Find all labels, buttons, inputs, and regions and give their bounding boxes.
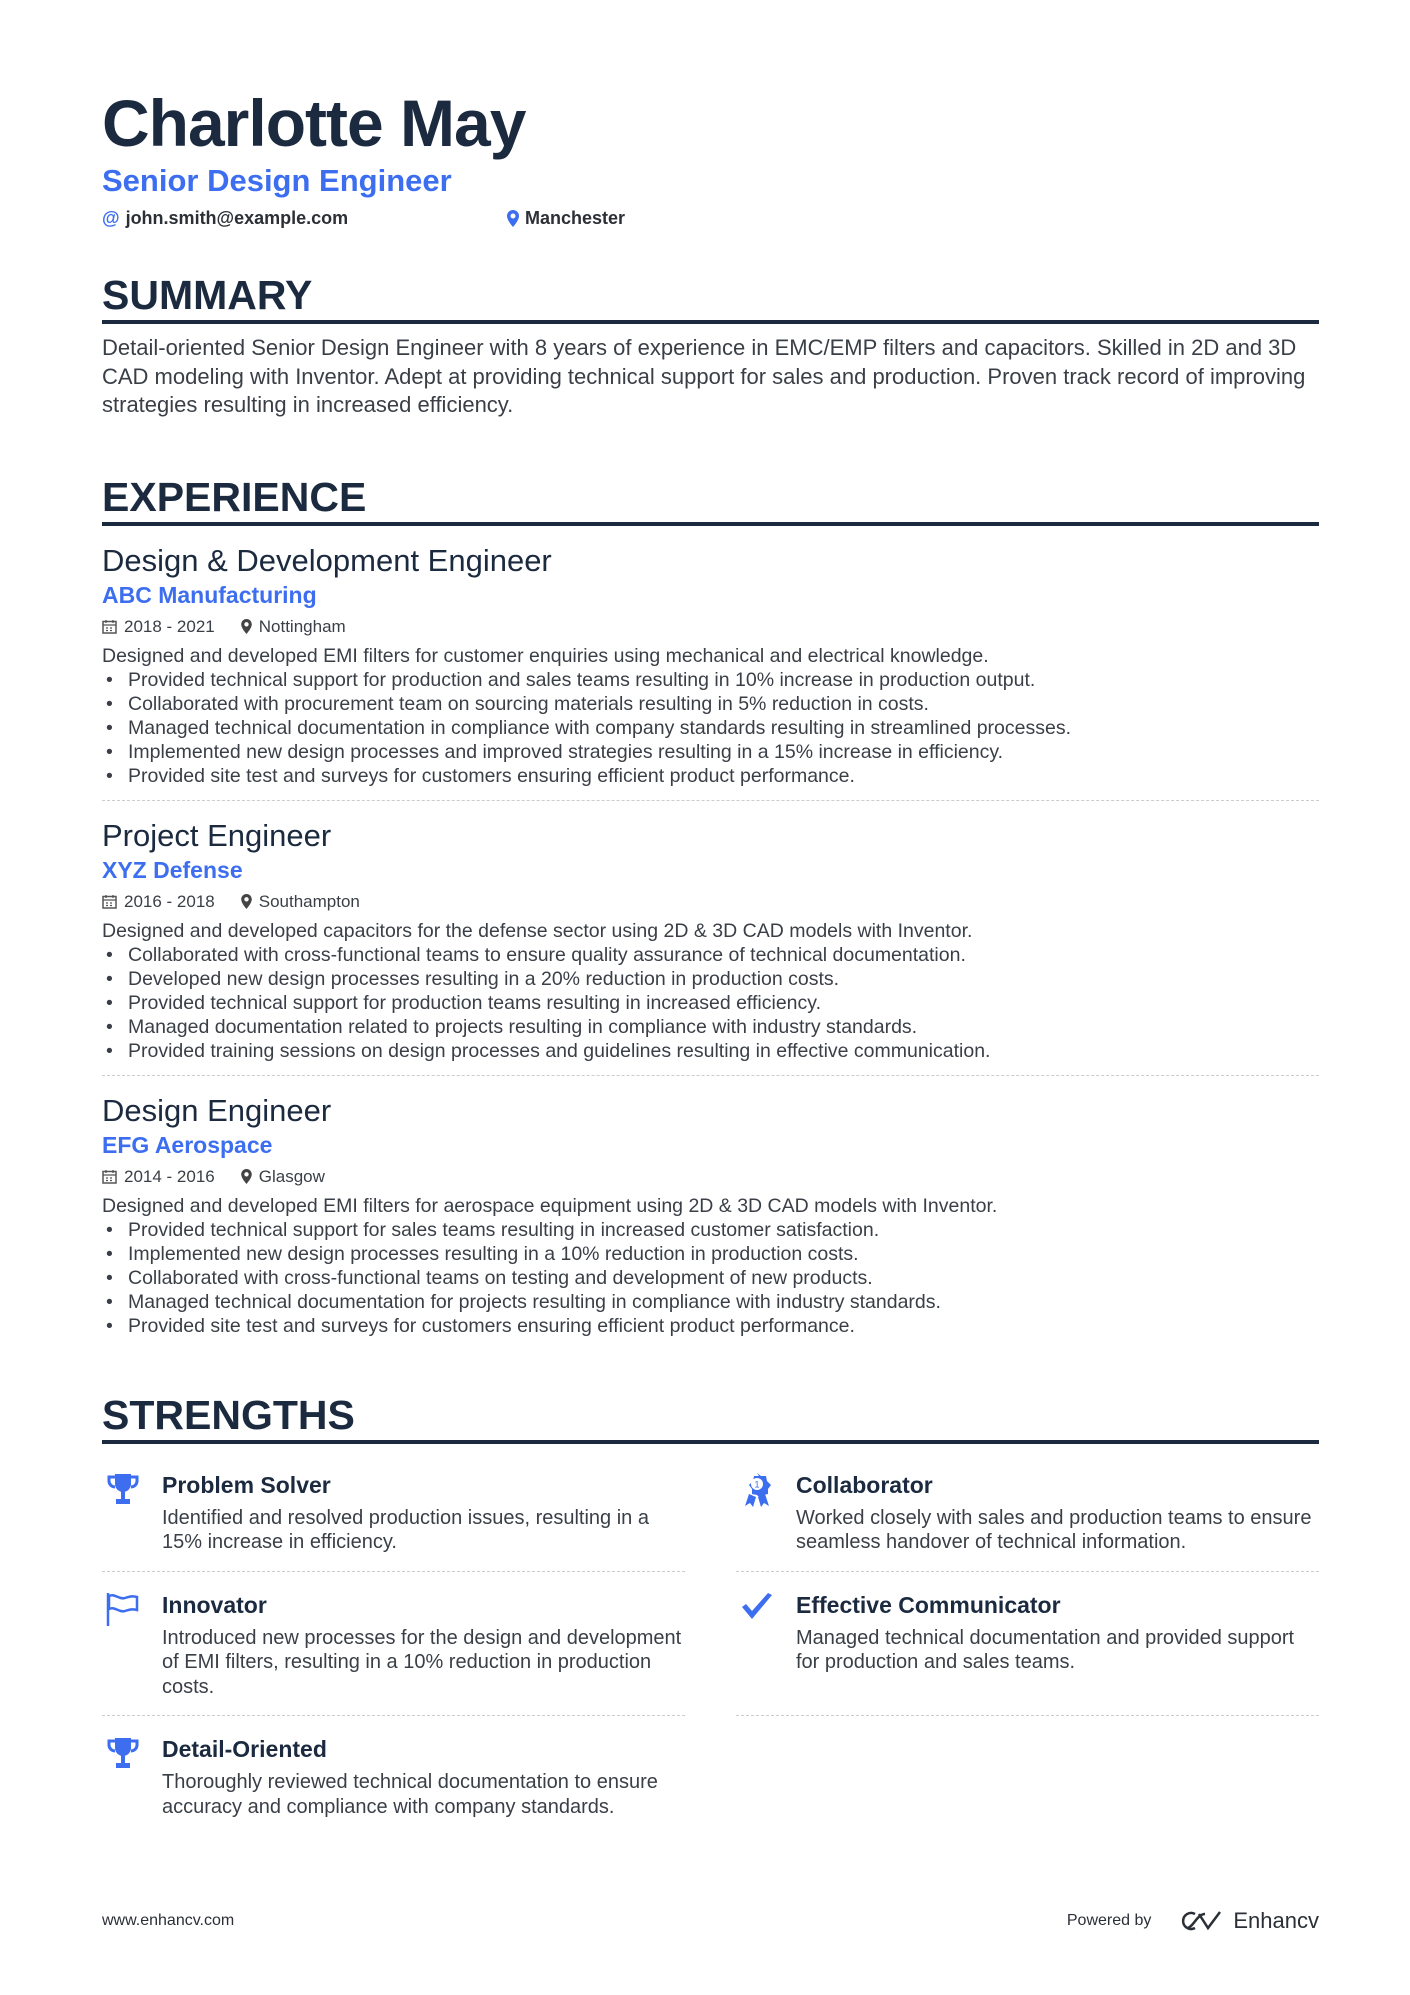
candidate-name: Charlotte May bbox=[102, 86, 526, 160]
trophy-icon bbox=[102, 1734, 144, 1819]
strength-title: Collaborator bbox=[796, 1471, 933, 1498]
company-name: EFG Aerospace bbox=[102, 1131, 273, 1158]
job-location: Glasgow bbox=[258, 1166, 325, 1186]
job-entry bbox=[102, 1076, 1319, 1350]
bullet-item: • Developed new design processes resulting in a 20% reduction in production costs. bbox=[102, 967, 1319, 991]
location: Manchester bbox=[525, 208, 626, 228]
job-dates: 2018 - 2021 bbox=[124, 616, 215, 636]
job-location: Nottingham bbox=[258, 616, 346, 636]
section-heading: STRENGTHS bbox=[102, 1392, 1319, 1444]
enhancv-logo: Enhancv bbox=[1177, 1908, 1319, 1934]
strength-description: Introduced new processes for the design and development of EMI filters, resulting in a 10% reduction in production costs. bbox=[162, 1626, 682, 1698]
email[interactable]: john.smith@example.com bbox=[125, 208, 349, 228]
location-pin-icon bbox=[507, 210, 519, 227]
strength-item bbox=[736, 1452, 1319, 1572]
enhancv-logo-icon bbox=[1177, 1910, 1223, 1932]
bullet-item: • Collaborated with cross-functional teams to ensure quality assurance of technical documentation. bbox=[102, 943, 1319, 967]
calendar-icon bbox=[102, 619, 117, 634]
bullet-item: • Provided technical support for sales teams resulting in increased customer satisfaction. bbox=[102, 1218, 1319, 1242]
award-ribbon-icon bbox=[736, 1470, 778, 1555]
bullet-item: • Provided technical support for production teams resulting in increased efficiency. bbox=[102, 991, 1319, 1015]
job-title: Design & Development Engineer bbox=[102, 542, 552, 578]
strength-item bbox=[102, 1716, 685, 1835]
contact-row bbox=[102, 206, 1319, 230]
strength-description: Worked closely with sales and production teams to ensure seamless handover of technical information. bbox=[796, 1506, 1312, 1553]
job-entry bbox=[102, 801, 1319, 1076]
company-name: XYZ Defense bbox=[102, 856, 243, 883]
strength-item bbox=[102, 1572, 685, 1717]
job-dates: 2016 - 2018 bbox=[124, 891, 215, 911]
bullet-item: • Collaborated with procurement team on sourcing materials resulting in 5% reduction in costs. bbox=[102, 692, 1319, 716]
svg-text:1: 1 bbox=[754, 1479, 760, 1489]
resume bbox=[102, 86, 1319, 1835]
strength-description: Identified and resolved production issues, resulting in a 15% increase in efficiency. bbox=[162, 1506, 649, 1553]
section-heading: EXPERIENCE bbox=[102, 474, 1319, 526]
job-description: Designed and developed EMI filters for customer enquiries using mechanical and electrical knowledge. bbox=[102, 644, 989, 667]
bullet-item: • Managed technical documentation in compliance with company standards resulting in streamlined processes. bbox=[102, 716, 1319, 740]
summary-section bbox=[102, 272, 1319, 420]
calendar-icon bbox=[102, 1169, 117, 1184]
experience-section bbox=[102, 474, 1319, 1350]
bullet-item: • Provided training sessions on design processes and guidelines resulting in effective communication. bbox=[102, 1039, 1319, 1063]
company-name: ABC Manufacturing bbox=[102, 581, 317, 608]
job-bullets bbox=[102, 1218, 1319, 1338]
strength-title: Detail-Oriented bbox=[162, 1736, 327, 1762]
job-description: Designed and developed capacitors for the defense sector using 2D & 3D CAD models with Inventor. bbox=[102, 919, 973, 942]
job-entry bbox=[102, 526, 1319, 801]
strength-title: Effective Communicator bbox=[796, 1591, 1061, 1618]
bullet-item: • Implemented new design processes and improved strategies resulting in a 15% increase in efficiency. bbox=[102, 740, 1319, 764]
bullet-item: • Collaborated with cross-functional teams on testing and development of new products. bbox=[102, 1266, 1319, 1290]
job-bullets bbox=[102, 943, 1319, 1063]
job-location: Southampton bbox=[258, 891, 360, 911]
footer bbox=[102, 1908, 1319, 1934]
job-title: Design Engineer bbox=[102, 1092, 332, 1128]
strengths-section bbox=[102, 1392, 1319, 1836]
strength-description: Thoroughly reviewed technical documentation to ensure accuracy and compliance with company standards. bbox=[162, 1771, 658, 1818]
calendar-icon bbox=[102, 894, 117, 909]
location-pin-icon bbox=[241, 619, 252, 634]
location-pin-icon bbox=[241, 1169, 252, 1184]
job-bullets bbox=[102, 668, 1319, 788]
bullet-item: • Managed technical documentation for projects resulting in compliance with industry standards. bbox=[102, 1290, 1319, 1314]
location-pin-icon bbox=[241, 894, 252, 909]
flag-icon bbox=[102, 1590, 144, 1700]
at-icon: @ bbox=[102, 208, 120, 228]
job-description: Designed and developed EMI filters for aerospace equipment using 2D & 3D CAD models with Inventor. bbox=[102, 1194, 998, 1217]
bullet-item: • Provided site test and surveys for customers ensuring efficient product performance. bbox=[102, 1314, 1319, 1338]
bullet-item: • Provided site test and surveys for customers ensuring efficient product performance. bbox=[102, 764, 1319, 788]
bullet-item: • Managed documentation related to projects resulting in compliance with industry standards. bbox=[102, 1015, 1319, 1039]
trophy-icon bbox=[102, 1470, 144, 1555]
job-title: Project Engineer bbox=[102, 817, 332, 853]
candidate-title: Senior Design Engineer bbox=[102, 163, 452, 198]
website-link[interactable]: www.enhancv.com bbox=[102, 1912, 235, 1929]
job-dates: 2014 - 2016 bbox=[124, 1166, 215, 1186]
strength-title: Innovator bbox=[162, 1591, 267, 1618]
summary-text: Detail-oriented Senior Design Engineer with 8 years of experience in EMC/EMP filters and capacitors. Skilled in 2D and 3D CAD modeling with Inventor. Adept at providing technical support for sales and production. Proven track record of improving strategies resulting in increased efficiency. bbox=[102, 335, 1306, 417]
strength-item bbox=[102, 1452, 685, 1572]
section-heading: SUMMARY bbox=[102, 272, 1319, 324]
strength-description: Managed technical documentation and provided support for production and sales teams. bbox=[796, 1626, 1295, 1673]
bullet-item: • Implemented new design processes resulting in a 10% reduction in production costs. bbox=[102, 1242, 1319, 1266]
strength-title: Problem Solver bbox=[162, 1471, 331, 1498]
strength-item bbox=[736, 1572, 1319, 1717]
bullet-item: • Provided technical support for production and sales teams resulting in 10% increase in production output. bbox=[102, 668, 1319, 692]
powered-by: Powered by bbox=[1066, 1912, 1152, 1929]
checkmark-icon bbox=[736, 1590, 778, 1700]
